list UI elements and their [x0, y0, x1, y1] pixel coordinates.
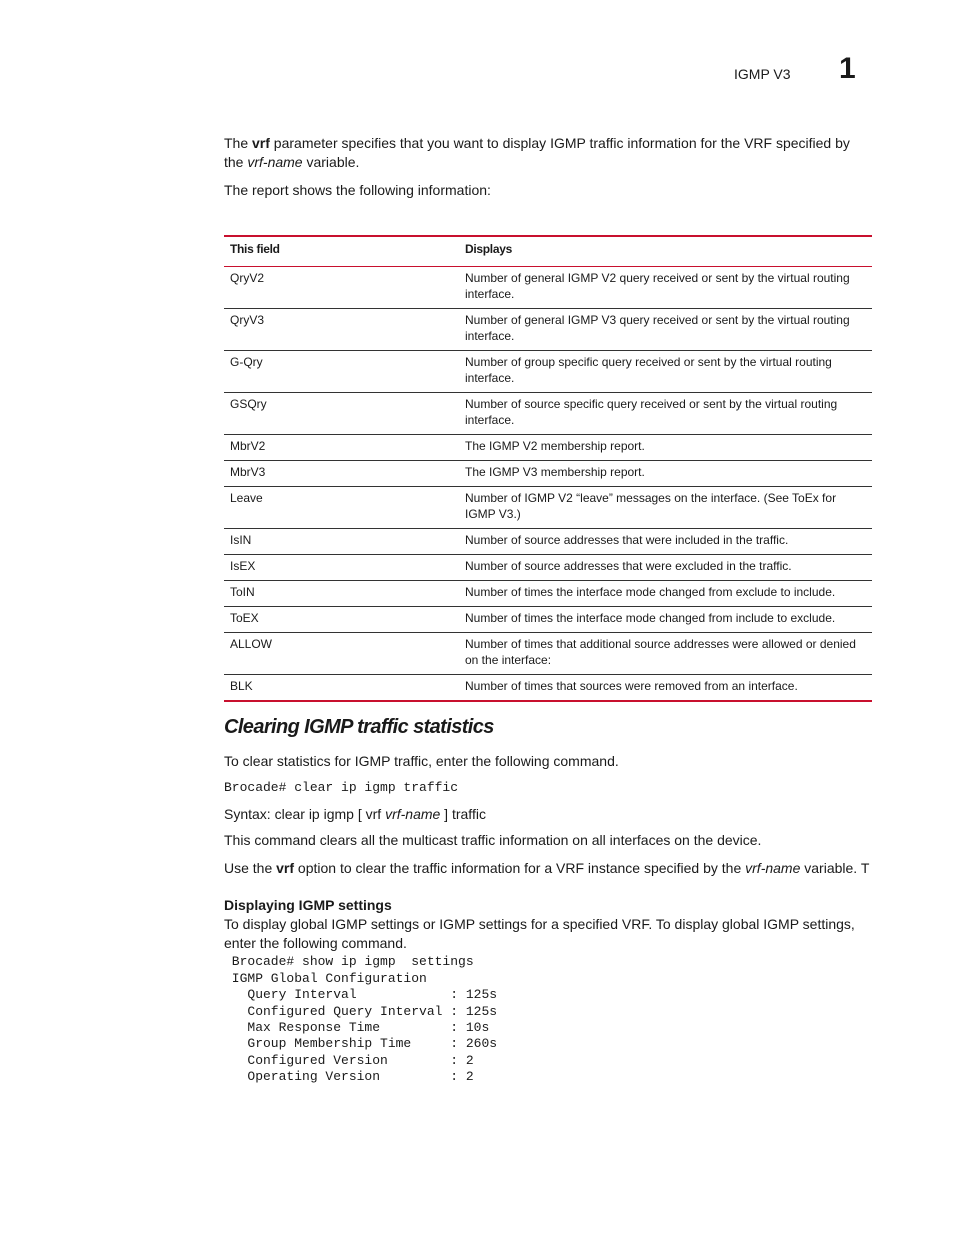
syntax-line: Syntax: clear ip igmp [ vrf vrf-name ] traffic	[224, 806, 486, 823]
clear-command-example: Brocade# clear ip igmp traffic	[224, 780, 459, 795]
vrf-name-variable: vrf-name	[745, 860, 801, 877]
settings-heading: Displaying IGMP settings	[224, 897, 392, 914]
table-row: ToIN Number of times the interface mode changed from exclude to include.	[224, 581, 872, 607]
table-row: Leave Number of IGMP V2 “leave” messages on the interface. (See ToEx for IGMP V3.)	[224, 487, 872, 529]
table-row: BLK Number of times that sources were removed from an interface.	[230, 679, 798, 693]
table-row: QryV2 Number of general IGMP V2 query received or sent by the virtual routing interface.	[224, 267, 872, 309]
vrf-name-variable: vrf-name	[247, 154, 303, 170]
chapter-number: 1	[839, 52, 856, 85]
table-row: ALLOW Number of times that additional source addresses were allowed or denied on the interface:	[224, 633, 872, 675]
vrf-option-description: Use the vrf option to clear the traffic information for a VRF instance specified by the vrf-name variable. T	[224, 860, 870, 877]
report-intro: The report shows the following information:	[224, 182, 491, 198]
header-displays: Displays	[459, 236, 872, 267]
table-row: IsEX Number of source addresses that were excluded in the traffic.	[224, 555, 872, 581]
page-content	[224, 134, 872, 1086]
clearing-description: This command clears all the multicast traffic information on all interfaces on the device.	[224, 832, 762, 849]
table-row: MbrV2 The IGMP V2 membership report.	[224, 435, 872, 461]
table-row: MbrV3 The IGMP V3 membership report.	[224, 461, 872, 487]
intro-paragraph: The vrf parameter specifies that you want to display IGMP traffic information for the VRF specified by the vrf-name variable.	[224, 135, 850, 170]
header-this-field: This field	[224, 236, 459, 267]
fields-table	[224, 235, 872, 702]
clearing-heading: Clearing IGMP traffic statistics	[224, 716, 494, 738]
table-row: QryV3 Number of general IGMP V3 query received or sent by the virtual routing interface.	[224, 309, 872, 351]
table-row: IsIN Number of source addresses that were included in the traffic.	[224, 529, 872, 555]
vrf-keyword: vrf	[276, 860, 295, 877]
vrf-keyword: vrf	[252, 135, 270, 151]
settings-intro: To display global IGMP settings or IGMP settings for a specified VRF. To display global IGMP settings, enter the following command.	[224, 916, 855, 952]
table-row: ToEX Number of times the interface mode changed from include to exclude.	[224, 607, 872, 633]
clearing-intro: To clear statistics for IGMP traffic, enter the following command.	[224, 753, 619, 769]
table-row: G-Qry Number of group specific query received or sent by the virtual routing interface.	[224, 351, 872, 393]
settings-output: Brocade# show ip igmp settings IGMP Global Configuration Query Interval : 125s Configured Query Interval : 125s Max Response Time : 10s Group Membership Time : 260s Configured Version : 2 Operating Version : 2	[231, 954, 498, 1085]
page-header-title: IGMP V3	[734, 66, 791, 82]
table-row: GSQry Number of source specific query received or sent by the virtual routing interface.	[224, 393, 872, 435]
syntax-vrf-name-variable: vrf-name	[385, 806, 441, 823]
